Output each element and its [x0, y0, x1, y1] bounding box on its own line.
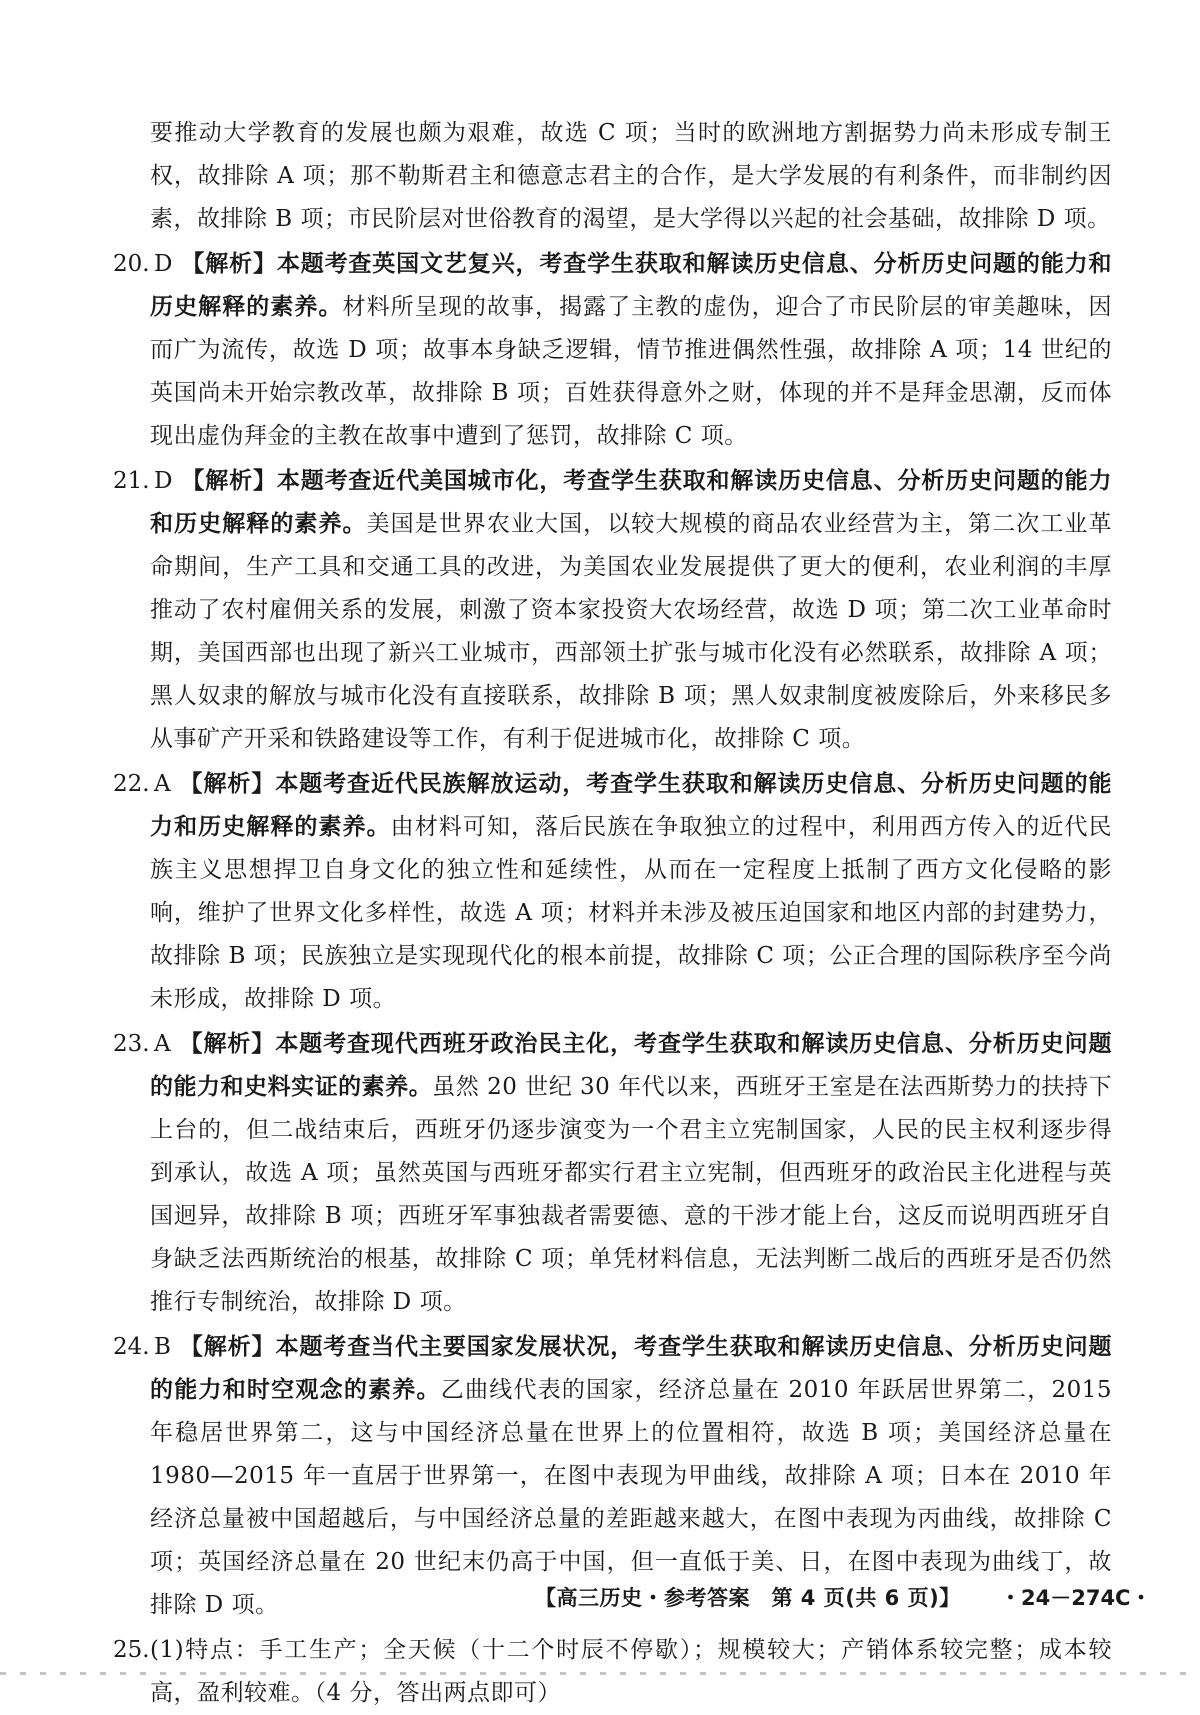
- item-number: 23.: [113, 1031, 150, 1057]
- item-answer: B: [154, 1334, 172, 1360]
- item-analysis-text: (1)特点：手工生产；全天候（十二个时辰不停歇）；规模较大；产销体系较完整；成本较高，盈利较难。（4 分，答出两点即可）: [150, 1637, 1112, 1706]
- item-number: 22.: [113, 771, 150, 797]
- item-number: 21.: [113, 468, 150, 494]
- item-answer: D: [154, 468, 173, 494]
- item-body: [150, 1023, 1112, 1324]
- item-analysis-text: 虽然 20 世纪 30 年代以来，西班牙王室是在法西斯势力的扶持下上台的，但二战结束后，西班牙仍逐步演变为一个君主立宪制国家，人民的民主权利逐步得到承认，故选 A 项；虽然英国与西班牙都实行君主立宪制，但西班牙的政治民主化进程与英国迥异，故排除 B 项；西班牙军事独裁者需要德、意的干涉才能上台，这反而说明西班牙自身缺乏法西斯统治的根基，故排除 C 项；单凭材料信息，无法判断二战后的西班牙是否仍然推行专制统治，故排除 D 项。: [150, 1074, 1112, 1315]
- answer-item-22: [113, 763, 1113, 1021]
- item-analysis-text: 材料所呈现的故事，揭露了主教的虚伪，迎合了市民阶层的审美趣味，因而广为流传，故选 D 项；故事本身缺乏逻辑，情节推进偶然性强，故排除 A 项；14 世纪的英国尚未开始宗教改革，故排除 B 项；百姓获得意外之财，体现的并不是拜金思潮，反而体现出虚伪拜金的主教在故事中遭到了惩罚，故排除 C 项。: [150, 294, 1113, 449]
- item-analysis-heading: 【解析】本题考查现代西班牙政治民主化，考查学生获取和解读历史信息、分析历史问题的能力和史料实证的素养。: [150, 1031, 1112, 1100]
- item-analysis-heading: 【解析】本题考查英国文艺复兴，考查学生获取和解读历史信息、分析历史问题的能力和历史解释的素养。: [150, 251, 1112, 320]
- item-analysis-heading: 【解析】本题考查近代美国城市化，考查学生获取和解读历史信息、分析历史问题的能力和历史解释的素养。: [150, 468, 1112, 537]
- item-answer: A: [154, 1031, 172, 1057]
- item-body: [150, 763, 1112, 1021]
- item-answer: D: [154, 251, 173, 277]
- item-analysis-heading: 【解析】本题考查近代民族解放运动，考查学生获取和解读历史信息、分析历史问题的能力和历史解释的素养。: [150, 771, 1112, 840]
- item-number: 25.: [113, 1637, 150, 1663]
- answer-item-24: [113, 1326, 1112, 1627]
- item-number: 20.: [113, 251, 150, 277]
- answer-content: [113, 112, 1113, 1715]
- item-number: 24.: [113, 1334, 150, 1360]
- answer-item-23: [113, 1023, 1112, 1324]
- item-body: [150, 1326, 1112, 1627]
- scan-artifact-line: [0, 1672, 1200, 1675]
- item-body: [150, 243, 1112, 458]
- item-analysis-heading: 【解析】本题考查当代主要国家发展状况，考查学生获取和解读历史信息、分析历史问题的能力和时空观念的素养。: [150, 1334, 1112, 1403]
- item-body: [150, 460, 1112, 761]
- item-analysis-text: 由材料可知，落后民族在争取独立的过程中，利用西方传入的近代民族主义思想捍卫自身文化的独立性和延续性，从而在一定程度上抵制了西方文化侵略的影响，维护了世界文化多样性，故选 A 项；材料并未涉及被压迫国家和地区内部的封建势力，故排除 B 项；民族独立是实现现代化的根本前提，故排除 C 项；公正合理的国际秩序至今尚未形成，故排除 D 项。: [150, 814, 1113, 1012]
- item-analysis-text: 乙曲线代表的国家，经济总量在 2010 年跃居世界第二，2015 年稳居世界第二，这与中国经济总量在世界上的位置相符，故选 B 项；美国经济总量在 1980—2015 年一直居于世界第一，在图中表现为甲曲线，故排除 A 项；日本在 2010 年经济总量被中国超越后，与中国经济总量的差距越来越大，在图中表现为丙曲线，故排除 C 项；英国经济总量在 20 世纪末仍高于中国，但一直低于美、日，在图中表现为曲线丁，故排除 D 项。: [150, 1377, 1112, 1618]
- item-analysis-text: 美国是世界农业大国，以较大规模的商品农业经营为主，第二次工业革命期间，生产工具和交通工具的改进，为美国农业发展提供了更大的便利，农业利润的丰厚推动了农村雇佣关系的发展，刺激了资本家投资大农场经营，故选 D 项；第二次工业革命时期，美国西部也出现了新兴工业城市，西部领土扩张与城市化没有必然联系，故排除 A 项；黑人奴隶的解放与城市化没有直接联系，故排除 B 项；黑人奴隶制度被废除后，外来移民多从事矿产开采和铁路建设等工作，有利于促进城市化，故排除 C 项。: [150, 511, 1113, 752]
- footer-doc-code: ・24－274C・: [1000, 1586, 1152, 1610]
- footer-page-info: 【高三历史・参考答案 第 4 页(共 6 页)】: [535, 1586, 961, 1610]
- answer-item-20: [113, 243, 1113, 458]
- answer-item-21: [113, 460, 1113, 761]
- continued-paragraph: 要推动大学教育的发展也颇为艰难，故选 C 项；当时的欧洲地方割据势力尚未形成专制王权，故排除 A 项；那不勒斯君主和德意志君主的合作，是大学发展的有利条件，而非制约因素，故排除 B 项；市民阶层对世俗教育的渴望，是大学得以兴起的社会基础，故排除 D 项。: [150, 120, 1112, 232]
- item-answer: A: [154, 771, 172, 797]
